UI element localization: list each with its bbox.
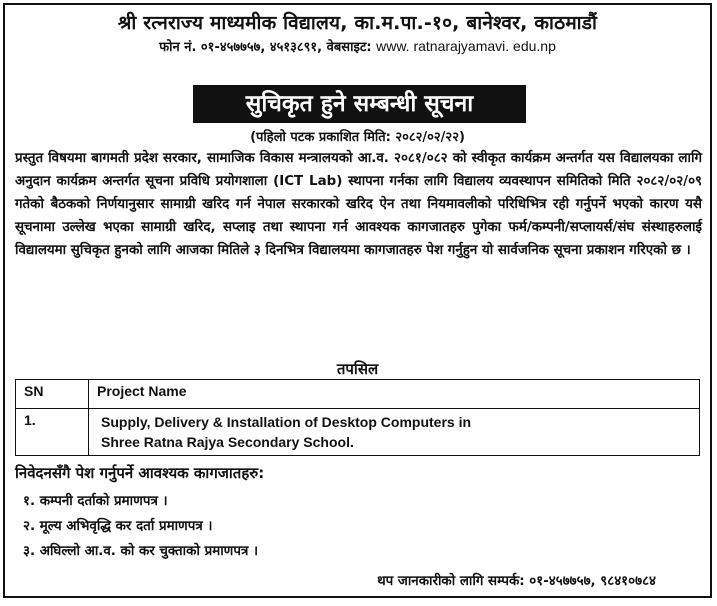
notice-page <box>3 3 712 598</box>
publication-date: (पहिलो पटक प्रकाशित मिति: २०८२/०२/२२) <box>250 130 465 145</box>
project-name-line-2: Shree Ratna Rajya Secondary School. <box>101 434 354 450</box>
website-link[interactable]: www. ratnarajyamavi. edu.np <box>376 38 556 54</box>
contact-phone: फोन नं. ०१-४५७७५७, ४५१३८९१, वेबसाइट: <box>159 40 372 55</box>
notice-title: सुचिकृत हुने सम्बन्धी सूचना <box>193 85 526 123</box>
list-item: १. कम्पनी दर्ताको प्रमाणपत्र । <box>23 494 168 509</box>
school-name: श्री रत्नराज्य माध्यमीक विद्यालय, का.म.पा.-१०, बानेश्वर, काठमाडौं <box>117 12 598 34</box>
requirements-list <box>23 489 258 564</box>
table-row <box>16 409 700 456</box>
project-name-header: Project Name <box>89 380 700 409</box>
requirements-heading: निवेदनसँगै पेश गर्नुपर्ने आवश्यक कागजातहरु: <box>15 464 265 482</box>
row-project-name <box>89 409 700 456</box>
table-header-row <box>16 380 700 409</box>
list-item: २. मूल्य अभिवृद्धि कर दर्ता प्रमाणपत्र । <box>23 519 213 534</box>
project-name-line-1: Supply, Delivery & Installation of Desktop Computers in <box>101 414 472 430</box>
contact-line <box>5 37 710 55</box>
list-item: ३. अघिल्लो आ.व. को कर चुक्ताको प्रमाणपत्र । <box>23 544 259 559</box>
sn-header: SN <box>16 380 89 409</box>
project-table <box>15 379 700 456</box>
details-heading: तपसिल <box>336 360 379 378</box>
notice-body: प्रस्तुत विषयमा बागमती प्रदेश सरकार, सामाजिक विकास मन्त्रालयको आ.व. २०८१/०८२ को स्वीकृत कार्यक्रम अन्तर्गत यस विद्यालयका लागि अनुदान कार्यक्रम अन्तर्गत सूचना प्रविधि प्रयोगशाला (ICT Lab) स्थापना गर्नका लागि विद्यालय व्यवस्थापन समितिको मिति २०८२/०२/०९ गतेको बैठकको निर्णयानुसार सामाग्री खरिद गर्न नेपाल सरकारको खरिद ऐन तथा नियमावलीको परिधिभित्र रही गर्नुपर्ने भएको कारण यसै सूचनामा उल्लेख भएका सामाग्री खरिद, सप्लाइ तथा स्थापना गर्न आवश्यक कागजातहरु पुगेका फर्म/कम्पनी/सप्लायर्स/संघ संस्थाहरुलाई विद्यालयमा सुचिकृत हुनको लागि आजका मितिले ३ दिनभित्र विद्यालयमा कागजातहरु पेश गर्नुहुन यो सार्वजनिक सूचना प्रकाशन गरिएको छ । <box>15 151 702 258</box>
footer-contact: थप जानकारीको लागि सम्पर्क: ०१-४५७७५७, ९८४१०७८४ <box>377 574 656 589</box>
row-sn: 1. <box>16 409 89 456</box>
